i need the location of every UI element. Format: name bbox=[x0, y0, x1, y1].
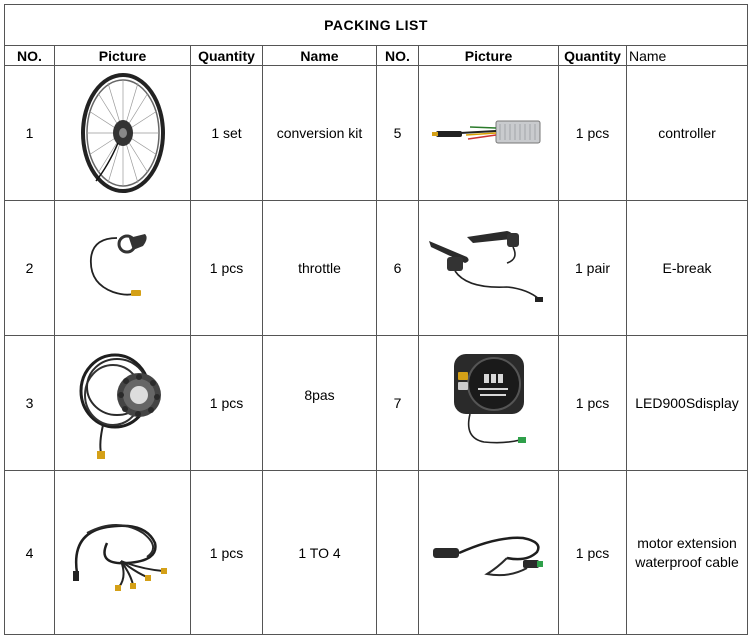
item-name-line-1: motor extension bbox=[637, 534, 737, 551]
item-quantity: 1 pcs bbox=[191, 471, 263, 635]
header-quantity: Quantity bbox=[191, 46, 263, 66]
item-name: controller bbox=[627, 66, 748, 201]
controller-icon bbox=[430, 113, 548, 153]
table-row bbox=[5, 336, 748, 471]
item-picture bbox=[55, 201, 191, 336]
throttle-icon bbox=[83, 228, 163, 308]
item-name: E-break bbox=[627, 201, 748, 336]
item-quantity: 1 set bbox=[191, 66, 263, 201]
item-no: 1 bbox=[5, 66, 55, 201]
item-no: 7 bbox=[377, 336, 419, 471]
header-name: Name bbox=[263, 46, 377, 66]
page-title: PACKING LIST bbox=[5, 5, 748, 46]
item-quantity: 1 pcs bbox=[559, 336, 627, 471]
item-quantity: 1 pcs bbox=[191, 336, 263, 471]
item-name: 1 TO 4 bbox=[263, 471, 377, 635]
header-row bbox=[5, 46, 748, 66]
header-no-2: NO. bbox=[377, 46, 419, 66]
header-no: NO. bbox=[5, 46, 55, 66]
item-name-line-2: waterproof cable bbox=[635, 553, 739, 570]
item-picture bbox=[55, 336, 191, 471]
wheel-icon bbox=[78, 71, 168, 195]
header-quantity-2: Quantity bbox=[559, 46, 627, 66]
packing-list-table bbox=[4, 4, 748, 635]
item-quantity: 1 pcs bbox=[191, 201, 263, 336]
item-no: 2 bbox=[5, 201, 55, 336]
table-row bbox=[5, 201, 748, 336]
item-quantity: 1 pcs bbox=[559, 471, 627, 635]
item-no: 5 bbox=[377, 66, 419, 201]
extension-cable-icon bbox=[427, 518, 551, 588]
header-picture-2: Picture bbox=[419, 46, 559, 66]
splitter-cable-icon bbox=[67, 513, 179, 593]
item-name: throttle bbox=[263, 201, 377, 336]
item-no: 3 bbox=[5, 336, 55, 471]
item-picture bbox=[55, 471, 191, 635]
pas-sensor-icon bbox=[73, 343, 173, 463]
display-icon bbox=[434, 348, 544, 458]
item-picture bbox=[419, 66, 559, 201]
item-name-text: 8pas bbox=[304, 386, 335, 403]
item-name bbox=[263, 336, 377, 471]
item-no: 4 bbox=[5, 471, 55, 635]
item-name bbox=[627, 471, 748, 635]
item-quantity: 1 pcs bbox=[559, 66, 627, 201]
table-row bbox=[5, 471, 748, 635]
item-no: 6 bbox=[377, 201, 419, 336]
item-picture bbox=[419, 336, 559, 471]
header-name-2: Name bbox=[627, 46, 748, 66]
item-name: LED900Sdisplay bbox=[627, 336, 748, 471]
item-picture bbox=[419, 471, 559, 635]
item-no bbox=[377, 471, 419, 635]
table-row bbox=[5, 66, 748, 201]
item-name: conversion kit bbox=[263, 66, 377, 201]
item-picture bbox=[419, 201, 559, 336]
brake-lever-icon bbox=[427, 229, 551, 307]
item-picture bbox=[55, 66, 191, 201]
header-picture: Picture bbox=[55, 46, 191, 66]
item-quantity: 1 pair bbox=[559, 201, 627, 336]
